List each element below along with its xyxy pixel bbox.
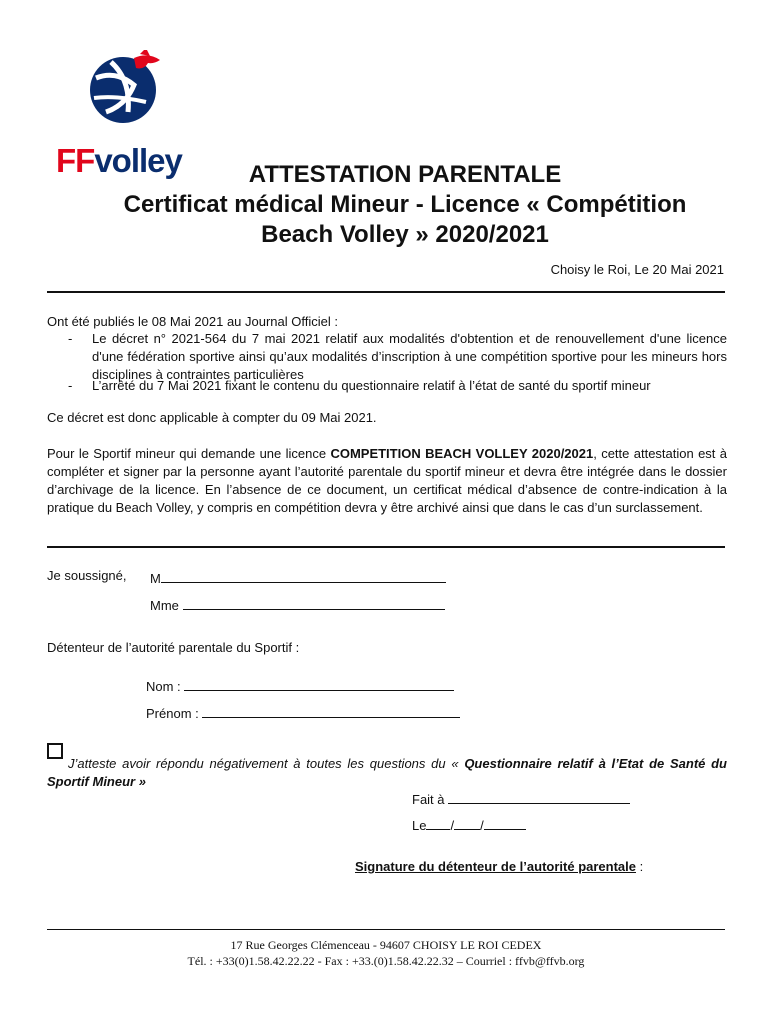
slash-1: /	[450, 818, 455, 833]
prenom-input-line[interactable]	[202, 703, 460, 718]
attestation-intro: J’atteste avoir répondu négativement à toutes les questions du «	[68, 756, 465, 771]
nom-field[interactable]	[146, 676, 454, 694]
slash-2: /	[480, 818, 484, 833]
bullet-dash-2: -	[68, 378, 73, 393]
nom-label: Nom :	[146, 679, 181, 694]
mme-input-line[interactable]	[183, 595, 445, 610]
divider-middle	[47, 546, 725, 548]
mme-label: Mme	[150, 598, 179, 613]
para-after: , cette attestation est à compléter et signer par la personne ayant l’autorité parentale du sportif mineur et devra être intégrée dans le dossier d’archivage de la licence. En l’absence de ce document, un certificat médical d’absence de contre-indication à la pratique du Beach Volley, y compris en compétition devra y être archivé ainsi que dans le cas d’un surclassement.	[47, 446, 728, 515]
date-field[interactable]	[412, 815, 526, 833]
brand-ff: FF	[56, 142, 95, 179]
footer-contact: Tél. : +33(0)1.58.42.22.22 - Fax : +33.(0)1.58.42.22.32 – Courriel : ffvb@ffvb.org	[187, 954, 585, 968]
m-input-line[interactable]	[161, 568, 446, 583]
nom-input-line[interactable]	[184, 676, 454, 691]
detenteur-label: Détenteur de l’autorité parentale du Sportif :	[47, 640, 300, 655]
signature-colon: :	[636, 859, 644, 874]
je-soussigne-label: Je soussigné,	[47, 568, 127, 583]
attestation-bold: Questionnaire relatif à l’Etat de Santé du Sportif Mineur »	[47, 756, 727, 789]
date-line: Choisy le Roi, Le 20 Mai 2021	[550, 262, 724, 277]
day-input-line[interactable]	[426, 815, 450, 830]
fait-a-field[interactable]	[412, 789, 630, 807]
prenom-label: Prénom :	[146, 706, 199, 721]
title-line-2: Certificat médical Mineur - Licence « Compétition	[123, 191, 687, 218]
signature-heading: Signature du détenteur de l’autorité parentale	[355, 859, 636, 874]
m-label: M	[150, 571, 161, 586]
fait-a-input-line[interactable]	[448, 789, 630, 804]
signature-label	[355, 859, 643, 874]
month-input-line[interactable]	[454, 815, 480, 830]
le-label: Le	[412, 818, 427, 833]
mme-field[interactable]	[150, 595, 445, 613]
title-line-3: Beach Volley » 2020/2021	[261, 221, 549, 248]
attestation-text	[47, 755, 727, 791]
para-before: Pour le Sportif mineur qui demande une licence	[47, 446, 331, 461]
para-bold: COMPETITION BEACH VOLLEY 2020/2021	[330, 446, 594, 461]
divider-footer	[47, 929, 725, 930]
m-field[interactable]	[150, 568, 446, 586]
bullet-2: L’arrêté du 7 Mai 2021 fixant le contenu du questionnaire relatif à l’état de santé du sportif mineur	[92, 378, 651, 393]
title-line-1: ATTESTATION PARENTALE	[248, 161, 562, 188]
divider-top	[47, 291, 725, 293]
main-paragraph	[47, 445, 727, 517]
brand-volley: volley	[94, 142, 182, 179]
bullet-dash-1: -	[68, 331, 73, 346]
decree-text: Ce décret est donc applicable à compter du 09 Mai 2021.	[47, 410, 377, 425]
footer-address: 17 Rue Georges Clémenceau - 94607 CHOISY LE ROI CEDEX	[230, 938, 542, 952]
bullet-1: Le décret n° 2021-564 du 7 mai 2021 relatif aux modalités d'obtention et de renouvellement d'une licence d'une fédération sportive ainsi qu’aux modalités d’inscription à une compétition sportive pour les mineurs hors disciplines à contraintes particulières	[92, 331, 727, 382]
intro-text: Ont été publiés le 08 Mai 2021 au Journal Officiel :	[47, 314, 338, 329]
fait-a-label: Fait à	[412, 792, 445, 807]
prenom-field[interactable]	[146, 703, 460, 721]
year-input-line[interactable]	[484, 815, 526, 830]
